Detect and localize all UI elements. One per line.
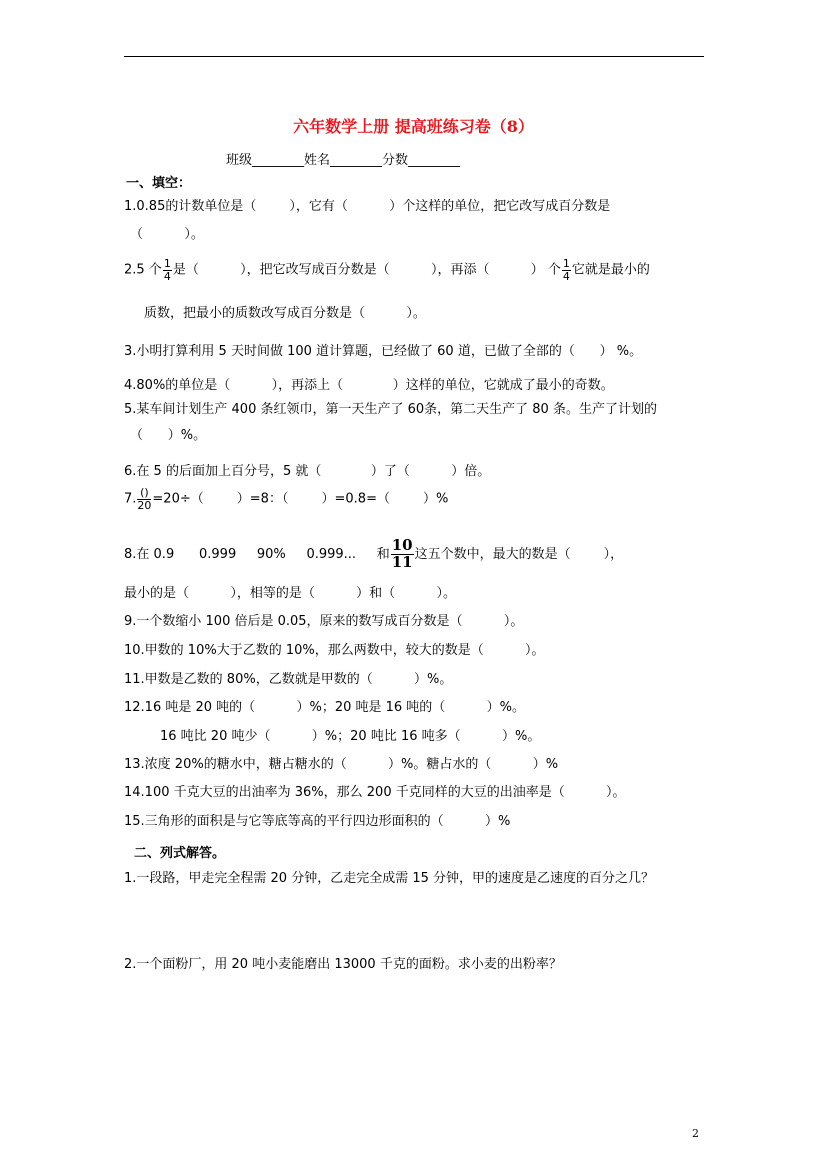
question-3: 3.小明打算利用 5 天时间做 100 道计算题，已经做了 60 道，已做了全部的（ ） %。 — [124, 344, 643, 359]
question-9: 9.一个数缩小 100 倍后是 0.05，原来的数写成百分数是（ ）。 — [124, 614, 524, 629]
question-2-line-1 — [124, 258, 650, 282]
question-6: 6.在 5 的后面加上百分号，5 就（ ）了（ ）倍。 — [124, 464, 491, 479]
page-number: 2 — [692, 1127, 699, 1140]
fraction-blank-over-20 — [137, 487, 151, 511]
student-info-line: 班级________姓名________分数________ — [226, 153, 461, 168]
fraction-denominator: 4 — [562, 269, 570, 283]
fraction-numerator: () — [137, 487, 151, 500]
question-8-line-1 — [124, 538, 623, 571]
fraction-one-quarter — [163, 258, 172, 282]
question-12-line-1: 12.16 吨是 20 吨的（ ）%；20 吨是 16 吨的（ ）%。 — [124, 700, 525, 715]
problem-1: 1.一段路，甲走完全程需 20 分钟，乙走完全成需 15 分钟，甲的速度是乙速度的百分之几？ — [124, 871, 655, 886]
question-2-text-c: 它就是最小的 — [571, 262, 650, 278]
question-11: 11.甲数是乙数的 80%，乙数就是甲数的（ ）%。 — [124, 672, 453, 687]
question-10: 10.甲数的 10%大于乙数的 10%，那么两数中，较大的数是（ ）。 — [124, 643, 545, 658]
fraction-numerator: 1 — [562, 257, 570, 270]
question-12-line-2: 16 吨比 20 吨少（ ）%；20 吨比 16 吨多（ ）%。 — [160, 729, 541, 744]
fraction-denominator: 4 — [163, 269, 171, 283]
fraction-ten-elevenths — [391, 538, 414, 571]
problem-2: 2.一个面粉厂，用 20 吨小麦能磨出 13000 千克的面粉。求小麦的出粉率？ — [124, 957, 562, 972]
question-7-number: 7. — [124, 491, 137, 507]
question-7-text: =20÷（ ）=8：（ ）=0.8=（ ）% — [152, 491, 449, 507]
question-2-line-2: 质数，把最小的质数改写成百分数是（ ）。 — [144, 306, 426, 321]
question-7 — [124, 487, 448, 511]
fraction-one-quarter-2 — [562, 258, 571, 282]
question-14: 14.100 千克大豆的出油率为 36%，那么 200 千克同样的大豆的出油率是（ ）。 — [124, 785, 626, 800]
fraction-denominator: 11 — [391, 552, 413, 571]
question-5-line-2: （ ）%。 — [130, 428, 207, 443]
question-8-text-b: 这五个数中，最大的数是（ ）， — [414, 546, 624, 562]
question-13: 13.浓度 20%的糖水中，糖占糖水的（ ）%。糖占水的（ ）% — [124, 757, 559, 772]
question-1-line-2: （ ）。 — [130, 227, 204, 242]
question-5-line-1: 5.某车间计划生产 400 条红领巾，第一天生产了 60条，第二天生产了 80 条。生产了计划的 — [124, 402, 657, 417]
question-1-line-1: 1.0.85的计数单位是（ ），它有（ ）个这样的单位，把它改写成百分数是 — [124, 199, 611, 214]
question-8-line-2: 最小的是（ ），相等的是（ ）和（ ）。 — [124, 586, 456, 601]
header-rule — [124, 56, 704, 57]
question-2-text-a: 2.5 个 — [124, 262, 162, 278]
fraction-denominator: 20 — [137, 498, 152, 512]
question-2-text-b: 是（ ），把它改写成百分数是（ ），再添（ ） 个 — [172, 262, 561, 278]
question-15: 15.三角形的面积是与它等底等高的平行四边形面积的（ ）% — [124, 814, 511, 829]
fraction-numerator: 10 — [391, 536, 413, 554]
question-4: 4.80%的单位是（ ），再添上（ ）这样的单位，它就成了最小的奇数。 — [124, 378, 614, 393]
section-1-heading: 一、填空： — [126, 176, 192, 191]
question-8-text-a: 8.在 0.9 0.999 90% 0.999... 和 — [124, 546, 390, 562]
section-2-heading: 二、列式解答。 — [134, 846, 226, 861]
fraction-numerator: 1 — [163, 257, 171, 270]
page-title: 六年数学上册 提高班练习卷（8） — [293, 117, 534, 136]
